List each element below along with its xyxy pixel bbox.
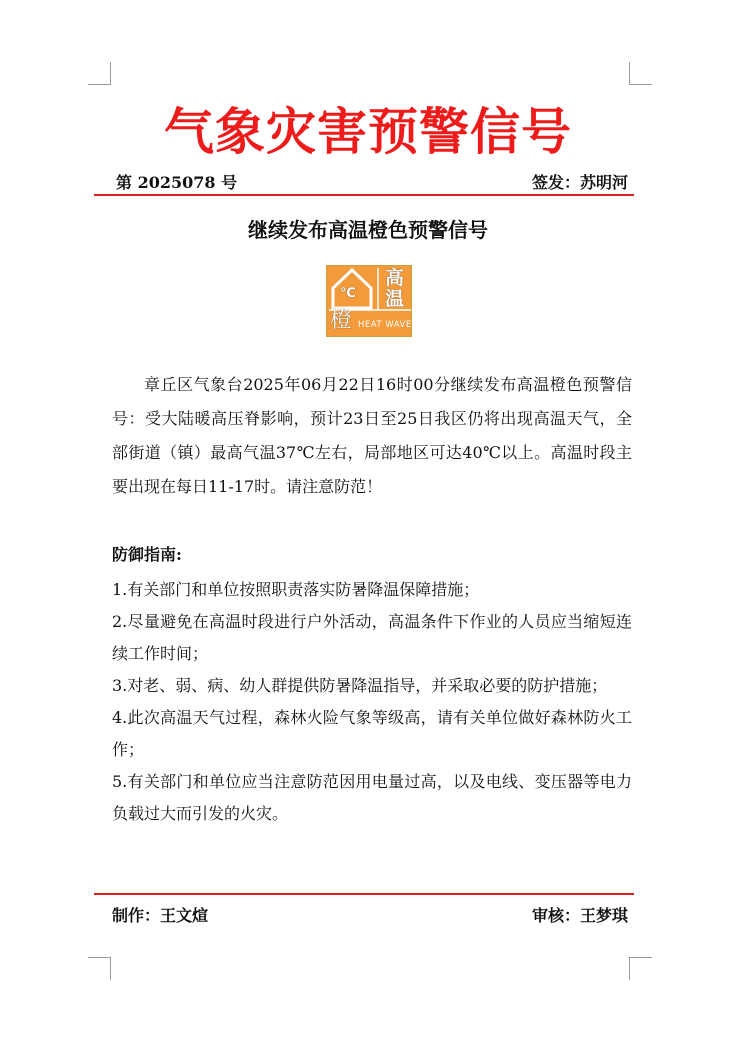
document-title: 气象灾害预警信号 bbox=[164, 103, 572, 161]
crop-mark-bottom-right bbox=[629, 957, 652, 980]
badge-char-top: 高 bbox=[385, 267, 405, 289]
header-red-rule bbox=[94, 194, 634, 196]
crop-mark-top-left bbox=[88, 62, 111, 85]
issue-meta-row bbox=[112, 170, 632, 194]
producer-label: 制作： bbox=[112, 906, 161, 925]
producer-name: 王文煊 bbox=[160, 906, 209, 925]
guide-list bbox=[112, 574, 632, 830]
reviewer-label: 审核： bbox=[531, 906, 580, 925]
heat-wave-orange-warning-icon bbox=[326, 265, 412, 337]
notice-paragraph: 章丘区气象台2025年06月22日16时00分继续发布高温橙色预警信号：受大陆暖高压脊影响，预计23日至25日我区仍将出现高温天气，全部街道（镇）最高气温37℃左右，局部地区可达40℃以上。高温时段主要出现在每日11-17时。请注意防范！ bbox=[112, 375, 632, 496]
badge-unit: ℃ bbox=[340, 286, 356, 301]
issue-number: 第 2025078 号 bbox=[116, 173, 238, 192]
signer-name: 苏明河 bbox=[579, 173, 628, 192]
signer-label: 签发： bbox=[531, 173, 580, 192]
signer bbox=[532, 170, 628, 193]
badge-level: 橙 bbox=[330, 308, 353, 333]
badge-english: HEAT WAVE bbox=[358, 320, 412, 330]
footer-red-rule bbox=[94, 893, 634, 895]
footer-row bbox=[112, 903, 632, 927]
crop-mark-bottom-left bbox=[88, 957, 111, 980]
guide-item: 5.有关部门和单位应当注意防范因用电量过高，以及电线、变压器等电力负载过大而引发的火灾。 bbox=[112, 772, 632, 823]
guide-item: 1.有关部门和单位按照职责落实防暑降温保障措施； bbox=[112, 580, 480, 599]
guide-item: 4.此次高温天气过程，森林火险气象等级高，请有关单位做好森林防火工作； bbox=[112, 708, 632, 759]
notice-title: 继续发布高温橙色预警信号 bbox=[248, 218, 488, 242]
reviewer bbox=[532, 903, 628, 926]
producer bbox=[112, 903, 208, 926]
guide-item: 2.尽量避免在高温时段进行户外活动，高温条件下作业的人员应当缩短连续工作时间； bbox=[112, 612, 632, 663]
guide-item: 3.对老、弱、病、幼人群提供防暑降温指导，并采取必要的防护措施； bbox=[112, 676, 608, 695]
reviewer-name: 王梦琪 bbox=[579, 906, 628, 925]
guide-title: 防御指南: bbox=[112, 545, 182, 564]
crop-mark-top-right bbox=[629, 62, 652, 85]
badge-char-bottom: 温 bbox=[385, 288, 405, 310]
